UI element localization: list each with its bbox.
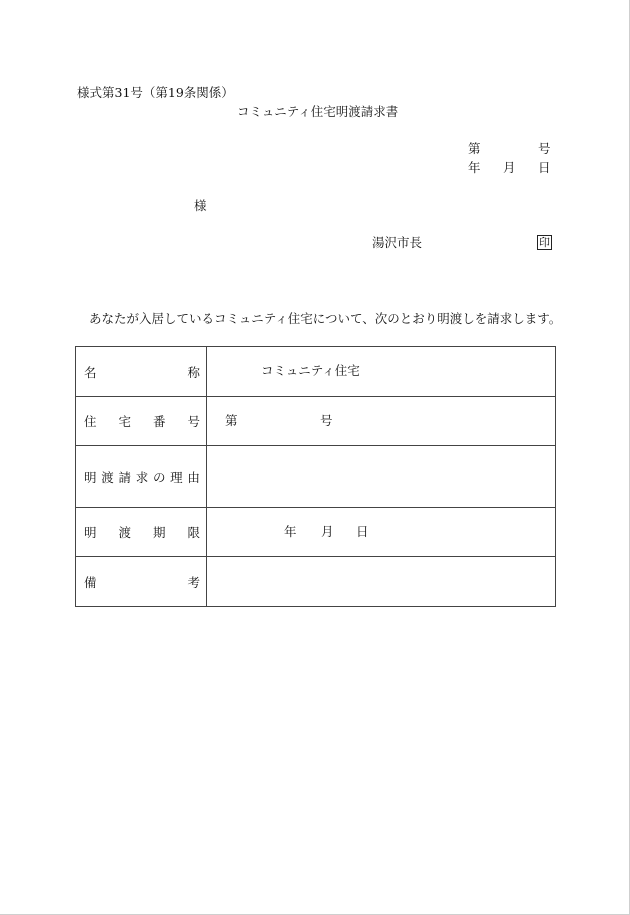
doc-no-prefix: 第 — [468, 141, 481, 156]
table-row-remarks — [76, 557, 556, 607]
sender-name: 湯沢市長 — [372, 235, 423, 250]
label-char: 号 — [187, 414, 200, 429]
reason-value-cell — [207, 446, 556, 508]
table-row-reason — [76, 446, 556, 508]
remarks-label — [76, 573, 206, 591]
doc-no-suffix: 号 — [538, 141, 551, 156]
label-char: 理 — [170, 469, 183, 485]
label-char: 渡 — [118, 525, 131, 540]
label-char: 宅 — [118, 414, 131, 429]
number-suffix: 号 — [320, 413, 333, 428]
table-row-number — [76, 397, 556, 446]
deadline-year: 年 — [284, 524, 297, 539]
document-title: コミュニティ住宅明渡請求書 — [237, 104, 399, 119]
deadline-label — [76, 523, 206, 541]
name-label-cell — [76, 347, 207, 397]
number-label-cell — [76, 397, 207, 446]
deadline-month: 月 — [321, 524, 334, 539]
addressee-suffix: 様 — [194, 198, 207, 213]
label-char: 番 — [152, 414, 166, 429]
label-char: の — [152, 469, 166, 485]
body-text: あなたが入居しているコミュニティ住宅について、次のとおり明渡しを請求します。 — [89, 311, 562, 326]
remarks-value-cell — [207, 557, 556, 607]
seal-mark: 印 — [539, 236, 550, 249]
date-year-label: 年 — [468, 160, 481, 175]
label-char: 考 — [187, 574, 200, 590]
table-row-name — [76, 347, 556, 397]
request-table — [75, 346, 556, 607]
deadline-label-cell — [76, 508, 207, 557]
remarks-label-cell — [76, 557, 207, 607]
date-day-label: 日 — [538, 160, 551, 175]
label-char: 渡 — [101, 469, 114, 485]
label-char: 称 — [187, 364, 200, 380]
number-value-cell — [207, 397, 556, 446]
reason-label — [76, 468, 206, 486]
label-char: 限 — [187, 525, 200, 540]
name-value-cell — [207, 347, 556, 397]
table-row-deadline — [76, 508, 556, 557]
date-month-label: 月 — [503, 160, 516, 175]
number-label — [76, 412, 206, 430]
number-prefix: 第 — [225, 413, 238, 428]
label-char: 請 — [118, 469, 131, 485]
label-char: 期 — [152, 525, 166, 540]
deadline-value-cell — [207, 508, 556, 557]
reason-label-cell — [76, 446, 207, 508]
label-char: 由 — [187, 469, 200, 485]
form-number: 様式第31号（第19条関係） — [77, 85, 234, 100]
label-char: 明 — [84, 525, 97, 540]
label-char: 求 — [135, 469, 149, 485]
name-label — [76, 363, 206, 381]
deadline-day: 日 — [356, 524, 369, 539]
label-char: 名 — [84, 364, 97, 380]
label-char: 住 — [84, 414, 97, 429]
name-value: コミュニティ住宅 — [261, 363, 360, 378]
label-char: 明 — [84, 469, 97, 485]
label-char: 備 — [84, 574, 97, 590]
